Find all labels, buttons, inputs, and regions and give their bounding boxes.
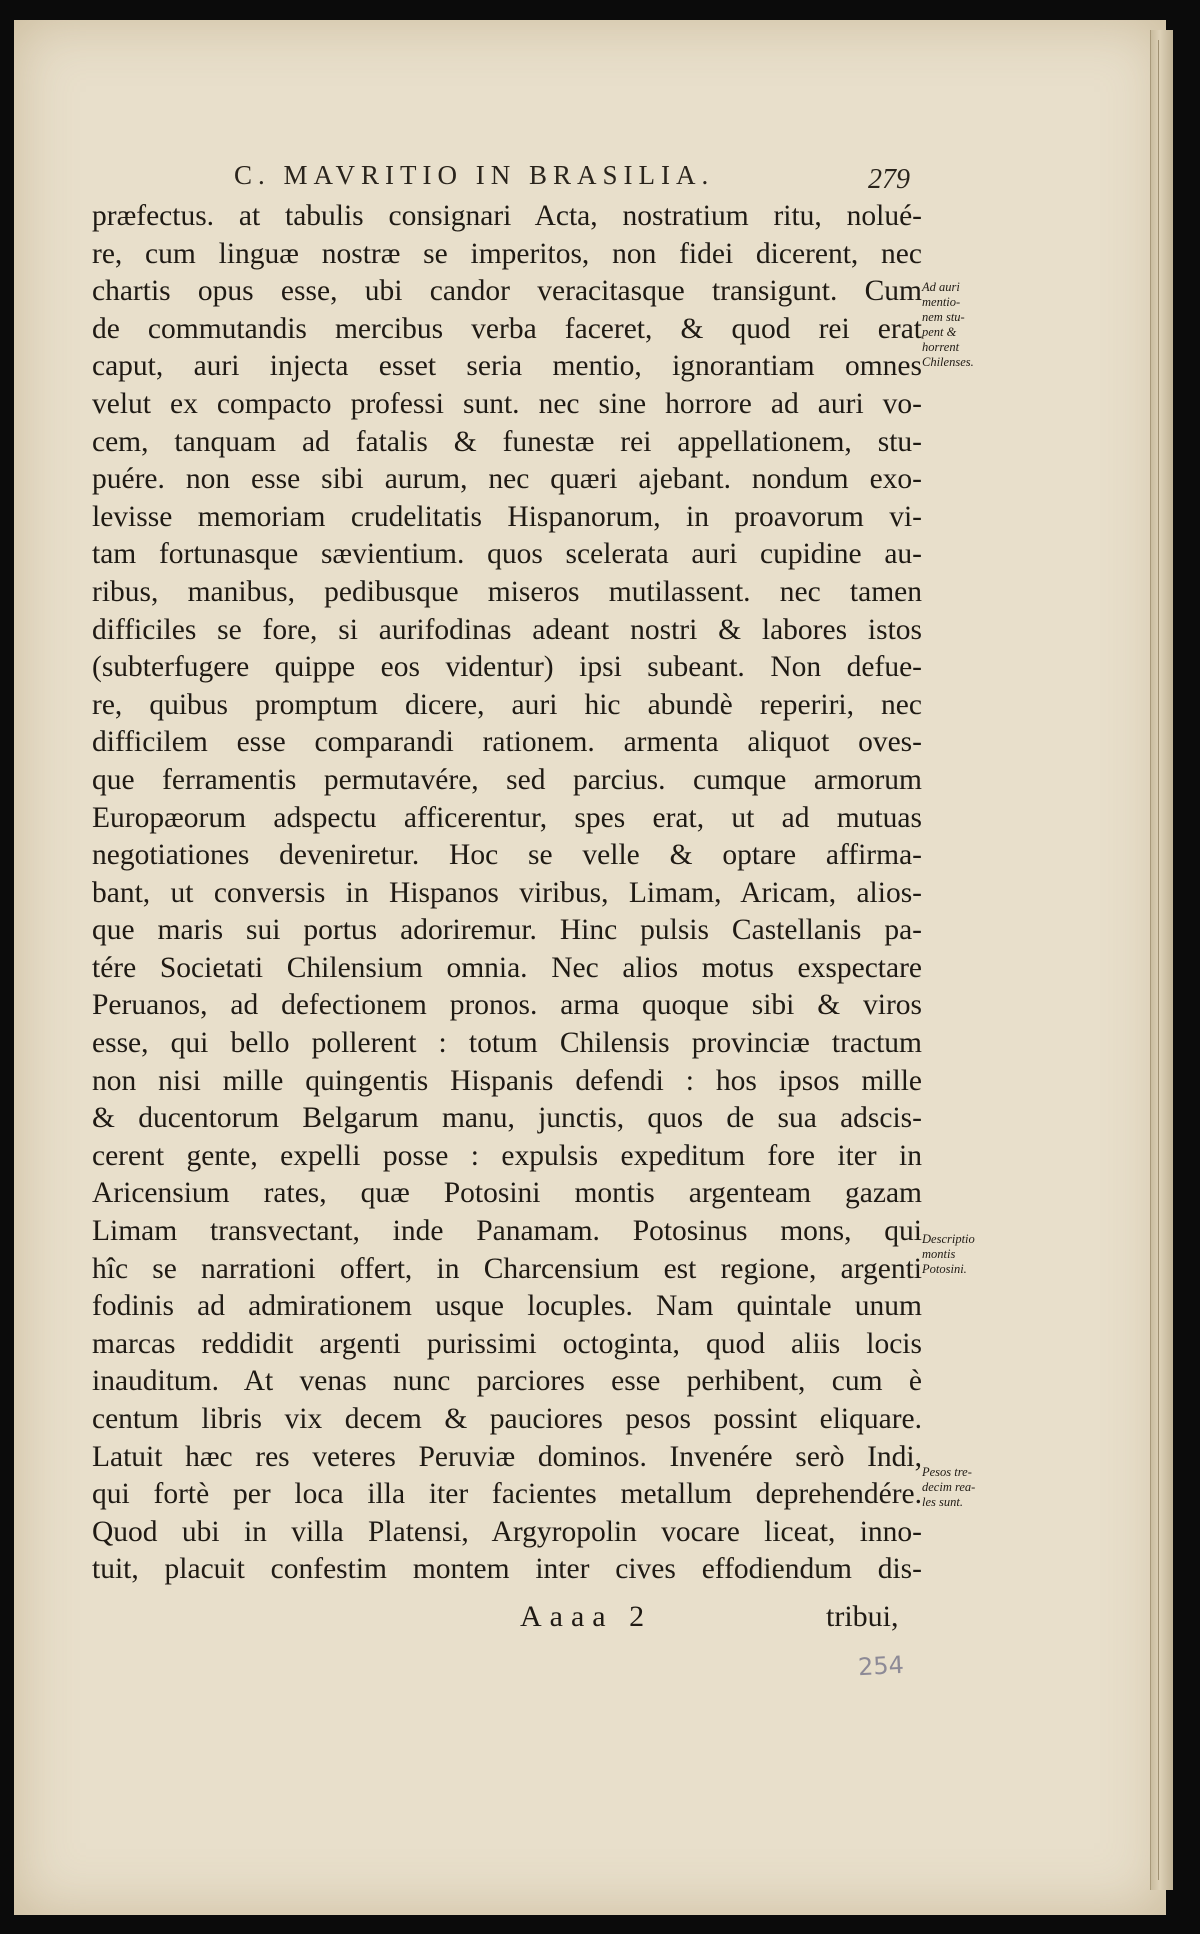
text-line: hîc se narrationi offert, in Charcensium est regione, argenti [92,1252,922,1285]
text-line: cem, tanquam ad fatalis & funestæ rei appellationem, stu- [92,425,922,458]
text-line: re, cum linguæ nostræ se imperitos, non fidei dicerent, nec [92,237,922,270]
text-line: caput, auri injecta esset seria mentio, ignorantiam omnes [92,350,922,383]
text-line: tam fortunasque sævientium. quos scelerata auri cupidine au- [92,538,922,571]
text-line: fodinis ad admirationem usque locuples. Nam quintale unum [92,1290,922,1323]
running-head: C. MAVRITIO IN BRASILIA. [234,160,715,190]
text-line: tére Societati Chilensium omnia. Nec alios motus exspectare [92,951,922,984]
text-line: difficilem esse comparandi rationem. armenta aliquot oves- [92,726,922,759]
text-line: præfectus. at tabulis consignari Acta, nostratium ritu, nolué- [92,200,922,232]
text-line: qui fortè per loca illa iter facientes metallum deprehendére. [92,1478,922,1511]
catchword: tribui, [826,1600,899,1633]
text-line: & ducentorum Belgarum manu, junctis, quos de sua adscis- [92,1102,922,1135]
page-footer [0,1590,1200,1640]
marginal-note-line: horrent [922,340,960,354]
marginal-note-line: nem stu- [922,310,965,324]
text-line: negotiationes deveniretur. Hoc se velle & optare affirma- [92,839,922,872]
text-line: de commutandis mercibus verba faceret, & quod rei erat [92,312,922,345]
marginal-note-line: pent & [922,325,957,339]
marginal-note-line: Pesos tre- [922,1465,972,1479]
text-line: levisse memoriam crudelitatis Hispanorum, in proavorum vi- [92,500,922,533]
marginal-note-line: montis [922,1247,956,1261]
marginal-note-gold [922,280,1022,370]
marginal-note-line: decim rea- [922,1480,976,1494]
page-header [0,160,1200,200]
text-line: chartis opus esse, ubi candor veracitasque transigunt. Cum [92,275,922,308]
pencil-annotation: 254 [857,1650,905,1682]
text-line: inauditum. At venas nunc parciores esse perhibent, cum è [92,1365,922,1398]
text-line: ribus, manibus, pedibusque miseros mutilassent. nec tamen [92,575,922,608]
text-line: re, quibus promptum dicere, auri hic abundè reperiri, nec [92,688,922,721]
body-text [92,198,922,1589]
marginal-note-line: Descriptio [922,1232,975,1246]
marginal-note-line: Ad auri [922,280,960,294]
text-line: bant, ut conversis in Hispanos viribus, Limam, Aricam, alios- [92,876,922,909]
text-line: cerent gente, expelli posse : expulsis expeditum fore iter in [92,1139,922,1172]
text-line: Peruanos, ad defectionem pronos. arma quoque sibi & viros [92,989,922,1022]
text-line: non nisi mille quingentis Hispanis defendi : hos ipsos mille [92,1064,922,1097]
text-line: tuit, placuit confestim montem inter cives effodiendum dis- [92,1553,922,1586]
text-line: que maris sui portus adoriremur. Hinc pulsis Castellanis pa- [92,914,922,947]
text-line: difficiles se fore, si aurifodinas adeant nostri & labores istos [92,613,922,646]
marginal-note-potosi [922,1232,1022,1277]
text-line: (subterfugere quippe eos videntur) ipsi subeant. Non defue- [92,651,922,684]
text-line: marcas reddidit argenti purissimi octoginta, quod aliis locis [92,1327,922,1360]
page-number: 279 [868,164,910,195]
text-line: esse, qui bello pollerent : totum Chilensis provinciæ tractum [92,1027,922,1060]
text-line: que ferramentis permutavére, sed parcius. cumque armorum [92,763,922,796]
text-line: Latuit hæc res veteres Peruviæ dominos. Invenére serò Indi, [92,1440,922,1473]
marginal-note-line: les sunt. [922,1495,963,1509]
text-line: velut ex compacto professi sunt. nec sine horrore ad auri vo- [92,387,922,420]
marginal-note-line: Potosini. [922,1262,967,1276]
text-line: puére. non esse sibi aurum, nec quæri ajebant. nondum exo- [92,463,922,496]
text-line: Quod ubi in villa Platensi, Argyropolin vocare liceat, inno- [92,1515,922,1548]
text-line: Aricensium rates, quæ Potosini montis argenteam gazam [92,1177,922,1210]
text-line: Europæorum adspectu afficerentur, spes erat, ut ad mutuas [92,801,922,834]
text-line: centum libris vix decem & pauciores pesos possint eliquare. [92,1403,922,1435]
signature-mark: Aaaa 2 [520,1600,653,1633]
marginal-note-line: Chilenses. [922,355,974,369]
marginal-note-line: mentio- [922,295,961,309]
text-line: Limam transvectant, inde Panamam. Potosinus mons, qui [92,1215,922,1248]
marginal-note-pesos [922,1465,1022,1510]
